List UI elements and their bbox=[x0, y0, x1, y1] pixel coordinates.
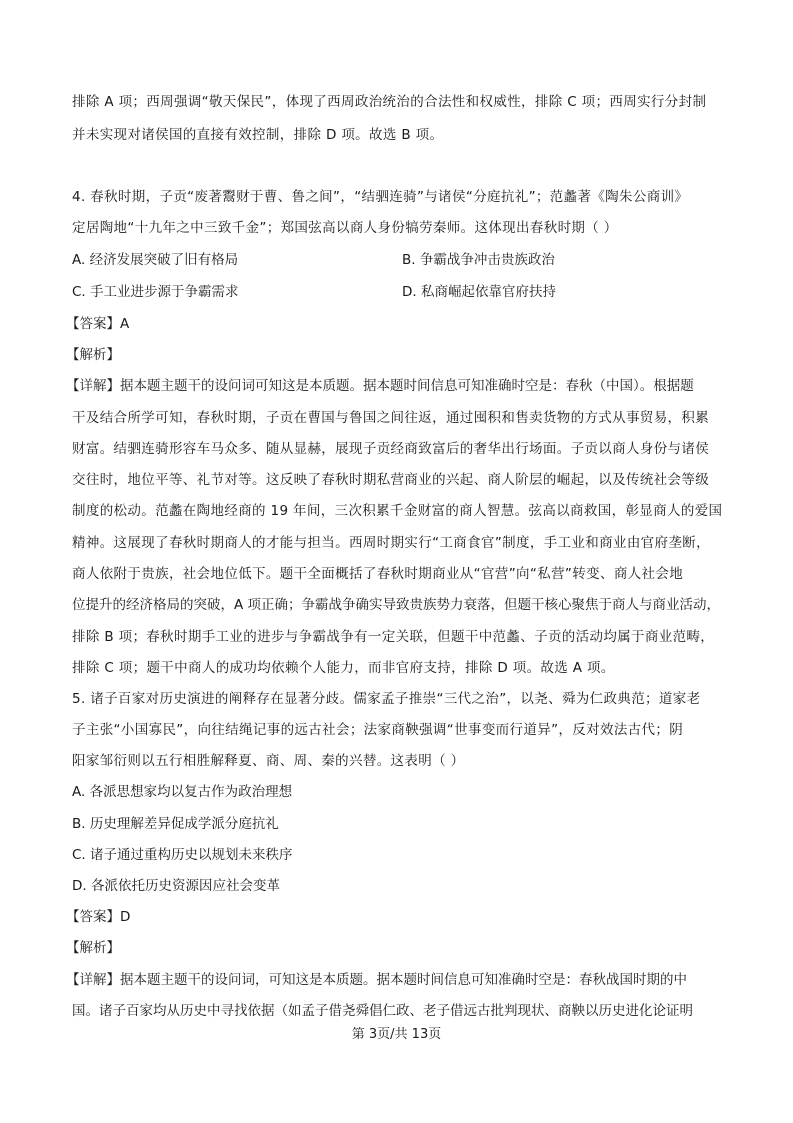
q5-option-b: B. 历史理解差异促成学派分庭抗礼 bbox=[72, 816, 279, 832]
q4-option-c: C. 手工业进步源于争霸需求 bbox=[72, 284, 239, 300]
q4-stem-line-1: 4. 春秋时期，子贡“废著鬻财于曹、鲁之间”，“结驷连骑”与诸侯“分庭抗礼”；范蠡著《陶朱公商训》 bbox=[72, 189, 689, 205]
q5-detail-line-2: 国。诸子百家均从历史中寻找依据（如孟子借尧舜倡仁政、老子借远古批判现状、商鞅以历史进化论证明 bbox=[72, 1003, 693, 1019]
q4-detail-line: 制度的松动。范蠡在陶地经商的 19 年间，三次积累千金财富的商人智慧。弦高以商救国，彰显商人的爱国 bbox=[72, 503, 723, 519]
intro-line-1: 排除 A 项；西周强调“敬天保民”，体现了西周政治统治的合法性和权威性，排除 C 项；西周实行分封制 bbox=[72, 94, 707, 110]
q4-detail-line: 干及结合所学可知，春秋时期，子贡在曹国与鲁国之间往返，通过囤积和售卖货物的方式从事贸易，积累 bbox=[72, 410, 710, 426]
q4-option-b: B. 争霸战争冲击贵族政治 bbox=[402, 252, 555, 268]
q4-detail-line: 【详解】据本题主题干的设问词可知这是本质题。据本题时间信息可知准确时空是：春秋（中国）。根据题 bbox=[66, 378, 694, 394]
q4-answer: 【答案】A bbox=[66, 316, 130, 332]
q4-stem-line-2: 定居陶地“十九年之中三致千金”；郑国弦高以商人身份犒劳秦师。这体现出春秋时期（ ） bbox=[72, 220, 618, 236]
q5-detail-line-1: 【详解】据本题主题干的设问词，可知这是本质题。据本题时间信息可知准确时空是：春秋战国时期的中 bbox=[66, 972, 687, 988]
q4-option-d: D. 私商崛起依靠官府扶持 bbox=[402, 284, 556, 300]
q4-detail-line: 位提升的经济格局的突破，A 项正确；争霸战争确实导致贵族势力衰落，但题干核心聚焦于商人与商业活动， bbox=[72, 597, 721, 613]
q4-detail-line: 交往时，地位平等、礼节对等。这反映了春秋时期私营商业的兴起、商人阶层的崛起，以及传统社会等级 bbox=[72, 472, 710, 488]
q4-detail-line: 排除 C 项；题干中商人的成功均依赖个人能力，而非官府支持，排除 D 项。故选 A 项。 bbox=[72, 660, 615, 676]
q5-stem-line-3: 阳家邹衍则以五行相胜解释夏、商、周、秦的兴替。这表明（ ） bbox=[72, 753, 465, 769]
q5-option-a: A. 各派思想家均以复古作为政治理想 bbox=[72, 784, 293, 800]
q4-detail-line: 排除 B 项；春秋时期手工业的进步与争霸战争有一定关联，但题干中范蠡、子贡的活动均属于商业范畴， bbox=[72, 629, 715, 645]
q4-detail-line: 财富。结驷连骑形容车马众多、随从显赫，展现子贡经商致富后的奢华出行场面。子贡以商人身份与诸侯 bbox=[72, 441, 710, 457]
q4-detail-line: 精神。这展现了春秋时期商人的才能与担当。西周时期实行“工商食官”制度，手工业和商业由官府垄断， bbox=[72, 535, 710, 551]
q5-option-d: D. 各派依托历史资源因应社会变革 bbox=[72, 878, 280, 894]
page-footer: 第 3页/共 13页 bbox=[351, 1027, 442, 1042]
q5-answer: 【答案】D bbox=[66, 909, 131, 925]
q5-stem-line-1: 5. 诸子百家对历史演进的阐释存在显著分歧。儒家孟子推崇“三代之治”，以尧、舜为仁政典范；道家老 bbox=[72, 691, 701, 707]
q4-option-a: A. 经济发展突破了旧有格局 bbox=[72, 252, 239, 268]
q5-option-c: C. 诸子通过重构历史以规划未来秩序 bbox=[72, 847, 293, 863]
q5-stem-line-2: 子主张“小国寡民”，向往结绳记事的远古社会；法家商鞅强调“世事变而行道异”，反对效法古代；阴 bbox=[72, 722, 684, 738]
q4-detail-line: 商人依附于贵族，社会地位低下。题干全面概括了春秋时期商业从“官营”向“私营”转变、商人社会地 bbox=[72, 566, 684, 582]
q4-analysis-label: 【解析】 bbox=[66, 347, 120, 363]
intro-line-2: 并未实现对诸侯国的直接有效控制，排除 D 项。故选 B 项。 bbox=[72, 127, 444, 143]
q5-analysis-label: 【解析】 bbox=[66, 940, 120, 956]
